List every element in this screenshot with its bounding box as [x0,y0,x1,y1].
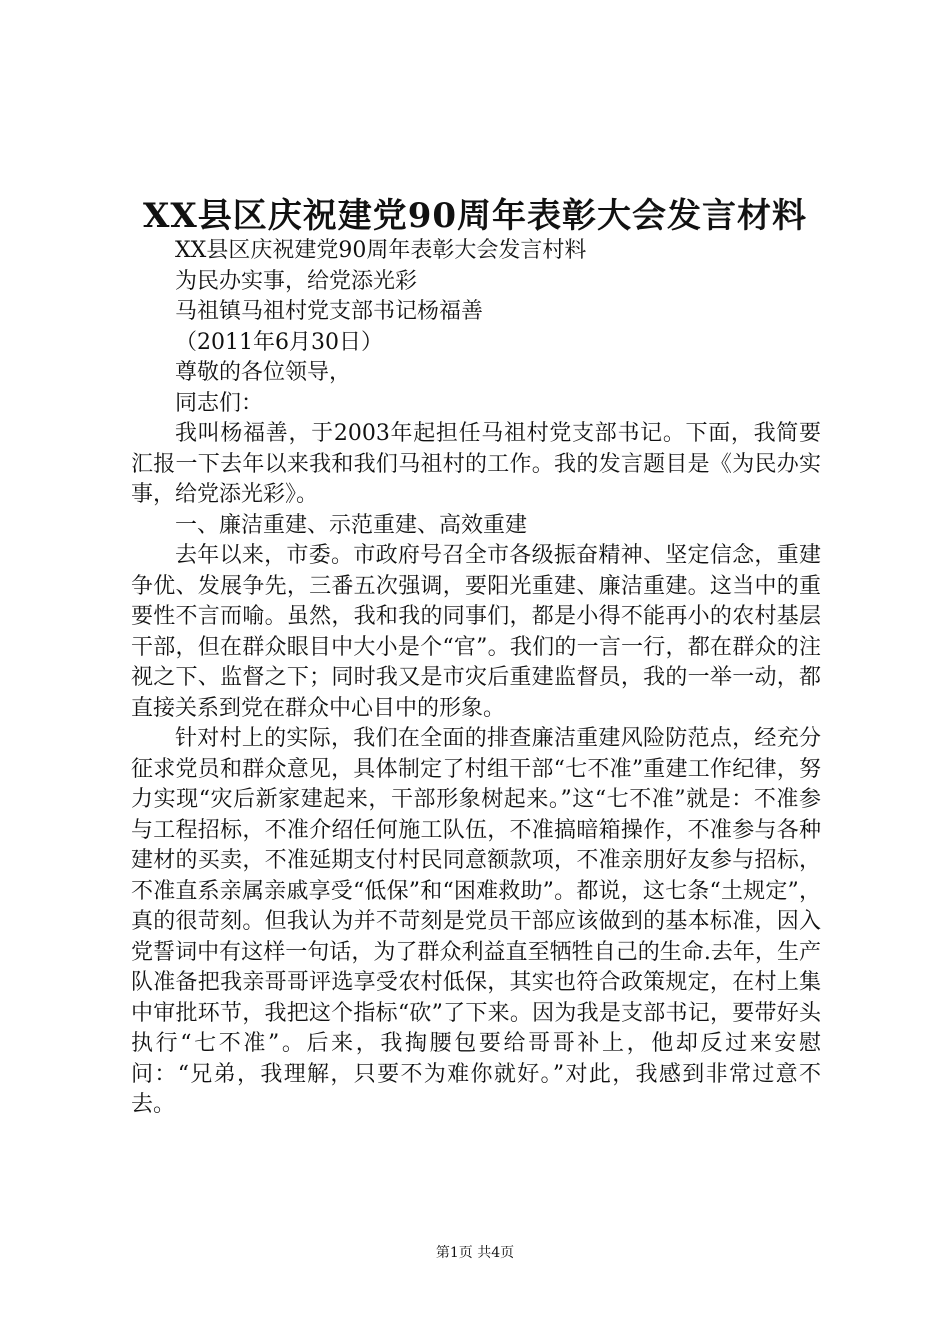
document-body [131,236,821,1121]
paragraph-body-1: 去年以来，市委。市政府号召全市各级振奋精神、坚定信念，重建争优、发展争先，三番五次强调，要阳光重建、廉洁重建。这当中的重要性不言而喻。虽然，我和我的同事们，都是小得不能再小的农村基层干部，但在群众眼目中大小是个“官”。我们的一言一行，都在群众的注视之下、监督之下；同时我又是市灾后重建监督员，我的一举一动，都直接关系到党在群众中心目中的形象。 [131,543,821,721]
paragraph-subtitle: XX县区庆祝建党90周年表彰大会发言村料 [175,238,587,263]
paragraph-body-2: 针对村上的实际，我们在全面的排查廉洁重建风险防范点，经充分征求党员和群众意见，具体制定了村组干部“七不准”重建工作纪律，努力实现“灾后新家建起来，干部形象树起来。”这“七不准”就是：不准参与工程招标，不准介绍任何施工队伍，不准搞暗箱操作，不准参与各种建材的买卖，不准延期支付村民同意额款项，不准亲朋好友参与招标，不准直系亲属亲戚享受“低保”和“困难救助”。都说，这七条“土规定”，真的很苛刻。但我认为并不苛刻是党员干部应该做到的基本标准，因入党誓词中有这样一句话，为了群众利益直至牺牲自己的生命.去年，生产队准备把我亲哥哥评选享受农村低保，其实也符合政策规定，在村上集中审批环节，我把这个指标“砍”了下来。因为我是支部书记，要带好头执行“七不准”。后来，我掏腰包要给哥哥补上，他却反过来安慰问：“兄弟，我理解，只要不为难你就好。”对此，我感到非常过意不去。 [131,726,821,1117]
paragraph-theme: 为民办实事，给党添光彩 [175,268,418,294]
paragraph-speaker: 马祖镇马祖村党支部书记杨福善 [175,299,484,324]
page-footer: 第1页 共4页 [435,1245,515,1261]
paragraph-salutation-leaders: 尊敬的各位领导， [175,360,352,385]
paragraph-introduction: 我叫杨福善，于2003年起担任马祖村党支部书记。下面，我简要汇报一下去年以来我和我们马祖村的工作。我的发言题目是《为民办实事，给党添光彩》。 [131,421,821,507]
document-title: XX县区庆祝建党90周年表彰大会发言材料 [142,196,808,236]
paragraph-salutation-comrades: 同志们： [175,390,264,416]
paragraph-date: （2011年6月30日） [175,329,383,355]
section-heading-1: 一、廉洁重建、示范重建、高效重建 [175,512,528,538]
